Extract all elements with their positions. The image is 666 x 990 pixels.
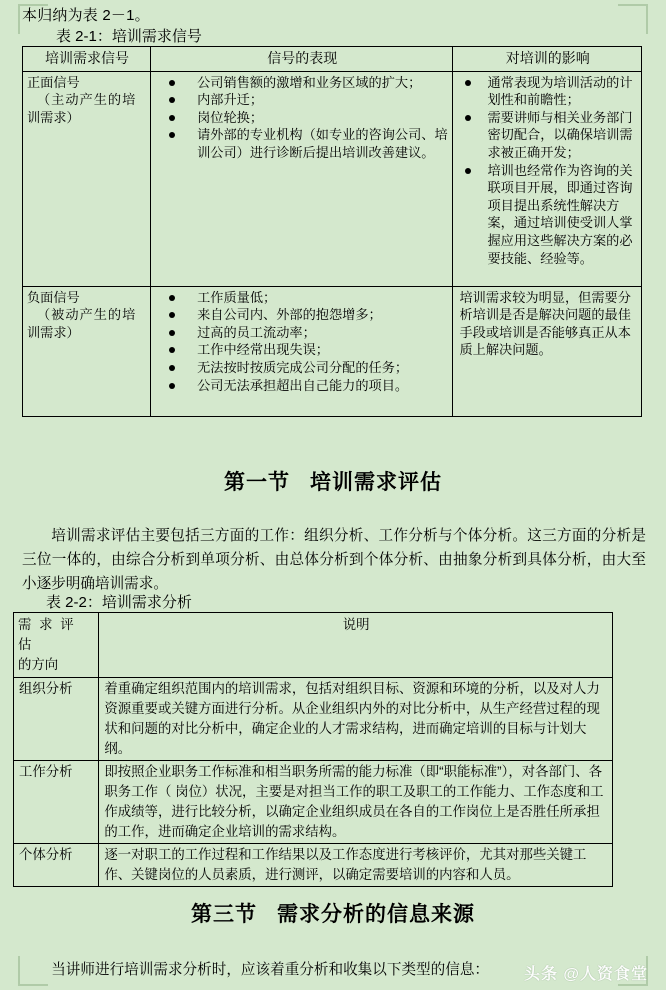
table2-row2-description: 即按照企业职务工作标准和相当职务所需的能力标准（即“职能标准”），对各部门、各职务工作（ 岗位）状况，主要是对担当工作的职工及职工的工作能力、工作态度和工作成绩等，进行比较分析，以确定企业组织成员在各自的工作岗位上是否胜任所承担的工作，进而确定企业培训的需求结构。 <box>99 761 613 844</box>
table1-row2-signals <box>151 286 453 416</box>
section-1-paragraph: 培训需求评估主要包括三方面的工作：组织分析、工作分析与个体分析。这三方面的分析是三位一体的，由综合分析到单项分析、由总体分析到个体分析、由抽象分析到具体分析，由大至小逐步明确培训需求。 <box>22 528 646 592</box>
table1-row2-impact-text: 培训需求较为明显，但需要分析培训是否是解决问题的最佳手段或培训是否能够真正从本质上解决问题。 <box>453 286 642 416</box>
section-heading-1 <box>0 466 666 496</box>
table1-row1-category <box>23 71 151 286</box>
list-item: 需要讲师与相关业务部门密切配合，以确保培训需求被正确开发； <box>457 109 638 162</box>
section-title: 需求分析的信息来源 <box>277 902 475 926</box>
table-row <box>23 71 642 286</box>
table2-header-description: 说明 <box>99 613 613 678</box>
table-row <box>14 678 613 761</box>
table2-header-direction <box>14 613 99 678</box>
table1-row1-impacts <box>453 71 642 286</box>
table-2-caption: 表 2-2：培训需求分析 <box>46 594 192 611</box>
section-number: 第一节 <box>224 470 290 494</box>
corner-mark-top-right <box>618 4 648 34</box>
table1-row2-category <box>23 286 151 416</box>
list-item: 无法按时按质完成公司分配的任务； <box>155 359 449 377</box>
intro-line: 本归纳为表 2－1。 <box>22 7 150 24</box>
section-heading-3 <box>0 898 666 928</box>
table-row <box>14 761 613 844</box>
list-item: 岗位轮换； <box>155 109 449 127</box>
table1-header-signal: 培训需求信号 <box>23 47 151 72</box>
list-item: 过高的员工流动率； <box>155 324 449 342</box>
category-line-2: （主动产生的培 <box>37 92 137 108</box>
signal-list <box>155 289 449 395</box>
category-line-1: 负面信号 <box>27 289 80 305</box>
table1-header-expression: 信号的表现 <box>151 47 453 72</box>
list-item: 培训也经常作为咨询的关联项目开展，即通过咨询项目提出系统性解决方案，通过培训使受训人掌握应用这些解决方案的必要技能、经验等。 <box>457 162 638 268</box>
list-item: 公司无法承担超出自己能力的项目。 <box>155 377 449 395</box>
section-3-paragraph: 当讲师进行培训需求分析时，应该着重分析和收集以下类型的信息： <box>51 962 490 978</box>
list-item: 通常表现为培训活动的计划性和前瞻性； <box>457 74 638 109</box>
category-line-3: 训需求） <box>27 324 80 340</box>
list-item: 工作中经常出现失误； <box>155 341 449 359</box>
table2-row1-description: 着重确定组织范围内的培训需求，包括对组织目标、资源和环境的分析，以及对人力资源重要或关键方面进行分析。从企业组织内外的对比分析中，从生产经营过程的现状和问题的对比分析中，确定企业的人才需求结构，进而确定培训的目标与计划大纲。 <box>99 678 613 761</box>
section-number: 第三节 <box>191 902 257 926</box>
header-line-2: 的方向 <box>18 657 59 672</box>
table2-row3-direction: 个体分析 <box>14 844 99 887</box>
table1-header-impact: 对培训的影响 <box>453 47 642 72</box>
list-item: 公司销售额的激增和业务区域的扩大； <box>155 74 449 92</box>
table-header-row <box>23 47 642 72</box>
table2-row3-description: 逐一对职工的工作过程和工作结果以及工作态度进行考核评价，尤其对那些关键工作、关键岗位的人员素质，进行测评，以确定需要培训的内容和人员。 <box>99 844 613 887</box>
section-title: 培训需求评估 <box>310 470 442 494</box>
category-line-3: 训需求） <box>27 109 80 125</box>
table-header-row <box>14 613 613 678</box>
header-line-1: 需 求 评 估 <box>18 617 76 652</box>
table-1-caption: 表 2-1：培训需求信号 <box>56 28 202 45</box>
impact-list <box>457 74 638 268</box>
category-line-1: 正面信号 <box>27 74 80 90</box>
list-item: 内部升迁； <box>155 91 449 109</box>
training-need-analysis-table <box>13 612 613 887</box>
table-row <box>14 844 613 887</box>
signal-list <box>155 74 449 162</box>
table2-row1-direction: 组织分析 <box>14 678 99 761</box>
table2-row2-direction: 工作分析 <box>14 761 99 844</box>
training-need-signal-table <box>22 46 642 417</box>
list-item: 请外部的专业机构（如专业的咨询公司、培训公司）进行诊断后提出培训改善建议。 <box>155 126 449 161</box>
table1-row1-signals <box>151 71 453 286</box>
category-line-2: （被动产生的培 <box>37 307 137 323</box>
watermark: 头条 @人资食堂 <box>523 966 648 983</box>
table-row <box>23 286 642 416</box>
list-item: 来自公司内、外部的抱怨增多； <box>155 306 449 324</box>
list-item: 工作质量低； <box>155 289 449 307</box>
